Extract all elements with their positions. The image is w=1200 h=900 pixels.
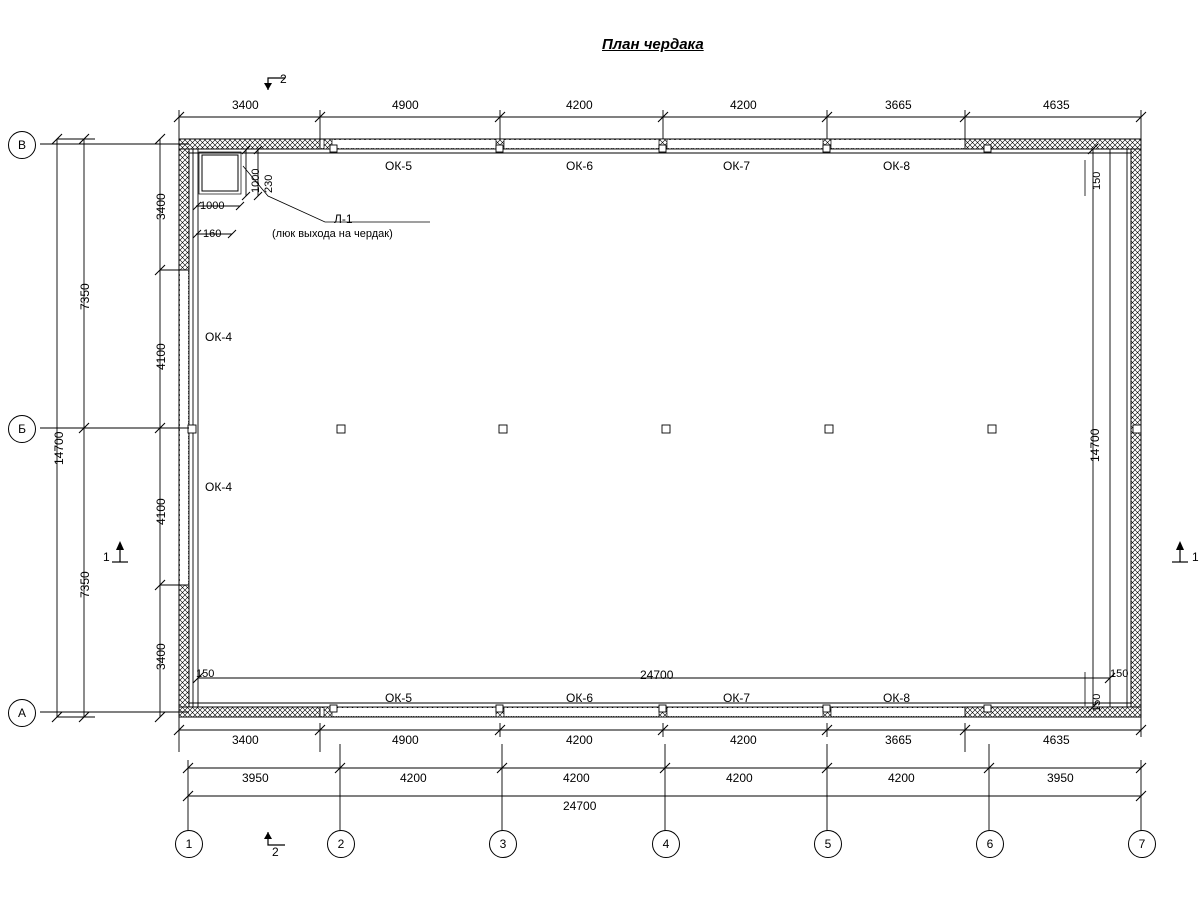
dim-top-3: 4200 bbox=[566, 98, 593, 112]
window-label-left-2: ОК-4 bbox=[205, 480, 232, 494]
dim-axis-5: 4200 bbox=[888, 771, 915, 785]
axis-bubble-v[interactable]: В bbox=[8, 131, 36, 159]
dim-wall-bottom-right-vert: 150 bbox=[1091, 693, 1103, 712]
axis-bubble-6[interactable]: 6 bbox=[976, 830, 1004, 858]
window-label-top-2: ОК-6 bbox=[566, 159, 593, 173]
axis-bubble-2[interactable]: 2 bbox=[327, 830, 355, 858]
dim-left-outer-2: 7350 bbox=[78, 571, 92, 598]
dim-left-inner-4: 3400 bbox=[154, 643, 168, 670]
dim-top-2: 4900 bbox=[392, 98, 419, 112]
window-label-bottom-2: ОК-6 bbox=[566, 691, 593, 705]
dim-axis-6: 3950 bbox=[1047, 771, 1074, 785]
dim-axis-2: 4200 bbox=[400, 771, 427, 785]
dim-top-5: 3665 bbox=[885, 98, 912, 112]
page-title: План чердака bbox=[602, 36, 704, 53]
dim-bot-2: 4900 bbox=[392, 733, 419, 747]
dim-axis-3: 4200 bbox=[563, 771, 590, 785]
dim-luk-230: 230 bbox=[263, 174, 275, 193]
dim-left-total: 14700 bbox=[52, 431, 66, 465]
window-label-top-1: ОК-5 bbox=[385, 159, 412, 173]
dim-luk-160: 160 bbox=[203, 228, 222, 240]
axis-bubble-7[interactable]: 7 bbox=[1128, 830, 1156, 858]
dim-left-inner-3: 4100 bbox=[154, 498, 168, 525]
callout-note: (люк выхода на чердак) bbox=[272, 228, 393, 240]
dim-wall-top-right: 150 bbox=[1091, 171, 1103, 190]
dim-bot-3: 4200 bbox=[566, 733, 593, 747]
axis-bubble-5[interactable]: 5 bbox=[814, 830, 842, 858]
dim-left-inner-1: 3400 bbox=[154, 193, 168, 220]
dim-bottom-total: 24700 bbox=[563, 799, 597, 813]
window-label-bottom-4: ОК-8 bbox=[883, 691, 910, 705]
dim-luk-h: 1000 bbox=[250, 168, 262, 193]
window-label-bottom-3: ОК-7 bbox=[723, 691, 750, 705]
dim-luk-w: 1000 bbox=[200, 200, 225, 212]
dim-bot-1: 3400 bbox=[232, 733, 259, 747]
dim-inner-total: 24700 bbox=[640, 668, 674, 682]
axis-bubble-4[interactable]: 4 bbox=[652, 830, 680, 858]
callout-tag: Л-1 bbox=[334, 212, 353, 226]
axis-bubble-a[interactable]: А bbox=[8, 699, 36, 727]
dim-bot-6: 4635 bbox=[1043, 733, 1070, 747]
window-label-top-4: ОК-8 bbox=[883, 159, 910, 173]
window-label-top-3: ОК-7 bbox=[723, 159, 750, 173]
window-label-bottom-1: ОК-5 bbox=[385, 691, 412, 705]
dim-wall-bottom-left: 150 bbox=[196, 668, 215, 680]
section-mark-left-label: 1 bbox=[103, 550, 110, 564]
dim-axis-1: 3950 bbox=[242, 771, 269, 785]
dim-top-6: 4635 bbox=[1043, 98, 1070, 112]
axis-bubble-b[interactable]: Б bbox=[8, 415, 36, 443]
dim-left-outer-1: 7350 bbox=[78, 283, 92, 310]
dim-right-total: 14700 bbox=[1088, 428, 1102, 462]
dim-wall-bottom-right: 150 bbox=[1110, 668, 1129, 680]
section-mark-right-label: 1 bbox=[1192, 550, 1199, 564]
section-mark-bottom-label: 2 bbox=[272, 845, 279, 859]
dim-bot-5: 3665 bbox=[885, 733, 912, 747]
dim-left-inner-2: 4100 bbox=[154, 343, 168, 370]
axis-bubble-3[interactable]: 3 bbox=[489, 830, 517, 858]
dim-axis-4: 4200 bbox=[726, 771, 753, 785]
section-mark-top-label: 2 bbox=[280, 72, 287, 86]
axis-bubble-1[interactable]: 1 bbox=[175, 830, 203, 858]
dim-bot-4: 4200 bbox=[730, 733, 757, 747]
dim-top-4: 4200 bbox=[730, 98, 757, 112]
dim-top-1: 3400 bbox=[232, 98, 259, 112]
window-label-left-1: ОК-4 bbox=[205, 330, 232, 344]
